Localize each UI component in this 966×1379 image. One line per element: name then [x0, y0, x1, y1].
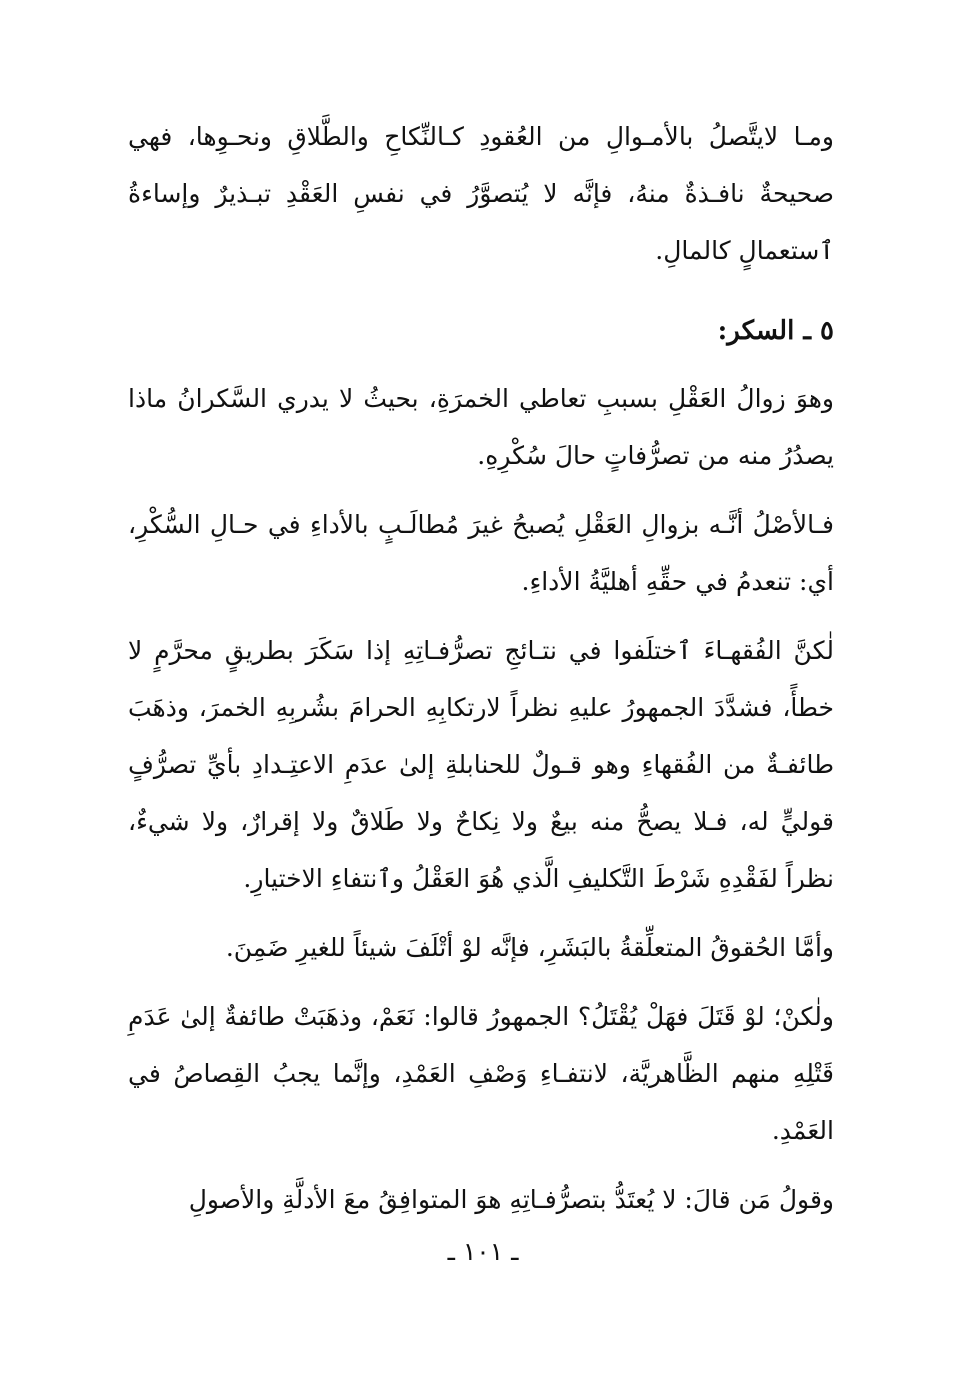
- paragraph: ومـا لايتَّصلُ بالأمـوالِ من العُقودِ كـالنِّكاحِ والطَّلاقِ ونحـوِها، فهي صحيحةٌ نافـذةٌ منهُ، فإنَّه لا يُتصوَّرُ في نفسِ العَقْدِ تبـذيرٌ وإساءةُ ٱستعمالٍ كالمالِ.: [128, 122, 834, 265]
- section-heading: ٥ ـ السكر:: [717, 316, 834, 346]
- paragraph: ولٰكنْ؛ لوْ قَتَلَ فهَلْ يُقْتَلُ؟ الجمهورُ قالوا: نَعَمْ، وذهَبَتْ طائفةٌ إلىٰ عَدَمِ قَتْلِهِ منهم الظَّاهريَّة، لانتفـاءِ وَصْفِ العَمْدِ، وإنَّما يجبُ القِصاصُ في العَمْدِ.: [128, 1002, 834, 1145]
- paragraph: لٰكنَّ الفُقهـاءَ ٱختلَفوا في نتـائجِ تصرُّفـاتِهِ إذا سَكَرَ بطريقٍ محرَّمٍ لا خطأً، فشدَّدَ الجمهورُ عليهِ نظراً لارتكابِهِ الحرامَ بشُربِهِ الخمرَ، وذهَبَ طائفـةٌ من الفُقهاءِ وهو قـولٌ للحنابلةِ إلىٰ عدَمِ الاعتِـدادِ بأيِّ تصرُّفٍ قوليٍّ له، فـلا يصحُّ منه بيعٌ ولا نِكاحٌ ولا طَلاقٌ ولا إقرارٌ، ولا شيءٌ، نظراً لفَقْدِهِ شَرْطَ التَّكليفِ الَّذي هُوَ العَقْلُ وٱنتفاءِ الاختيارِ.: [128, 636, 834, 893]
- paragraph: وقولُ مَن قالَ: لا يُعتَدُّ بتصرُّفـاتِهِ هوَ المتوافِقُ معَ الأدلَّةِ والأصولِ: [188, 1185, 834, 1214]
- page-number: ـ ١٠١ ـ: [447, 1237, 519, 1266]
- paragraph: وأمَّا الحُقوقُ المتعلِّقةُ بالبَشَرِ، فإنَّه لوْ أتْلَفَ شيئاً للغيرِ ضَمِنَ.: [225, 933, 834, 962]
- paragraph: فـالأصْلُ أنَّـه بزوالِ العَقْلِ يُصبحُ غيرَ مُطالَـبٍ بالأداءِ في حـالِ السُّكْرِ، أي: تنعدمُ في حقِّهِ أهليَّةُ الأداءِ.: [128, 510, 834, 596]
- page-body: [128, 108, 834, 1228]
- paragraph: وهوَ زوالُ العَقْلِ بسببِ تعاطي الخمرَةِ، بحيثُ لا يدري السَّكرانُ ماذا يصدُرُ منه من تصرُّفاتٍ حالَ سُكْرِهِ.: [128, 384, 834, 470]
